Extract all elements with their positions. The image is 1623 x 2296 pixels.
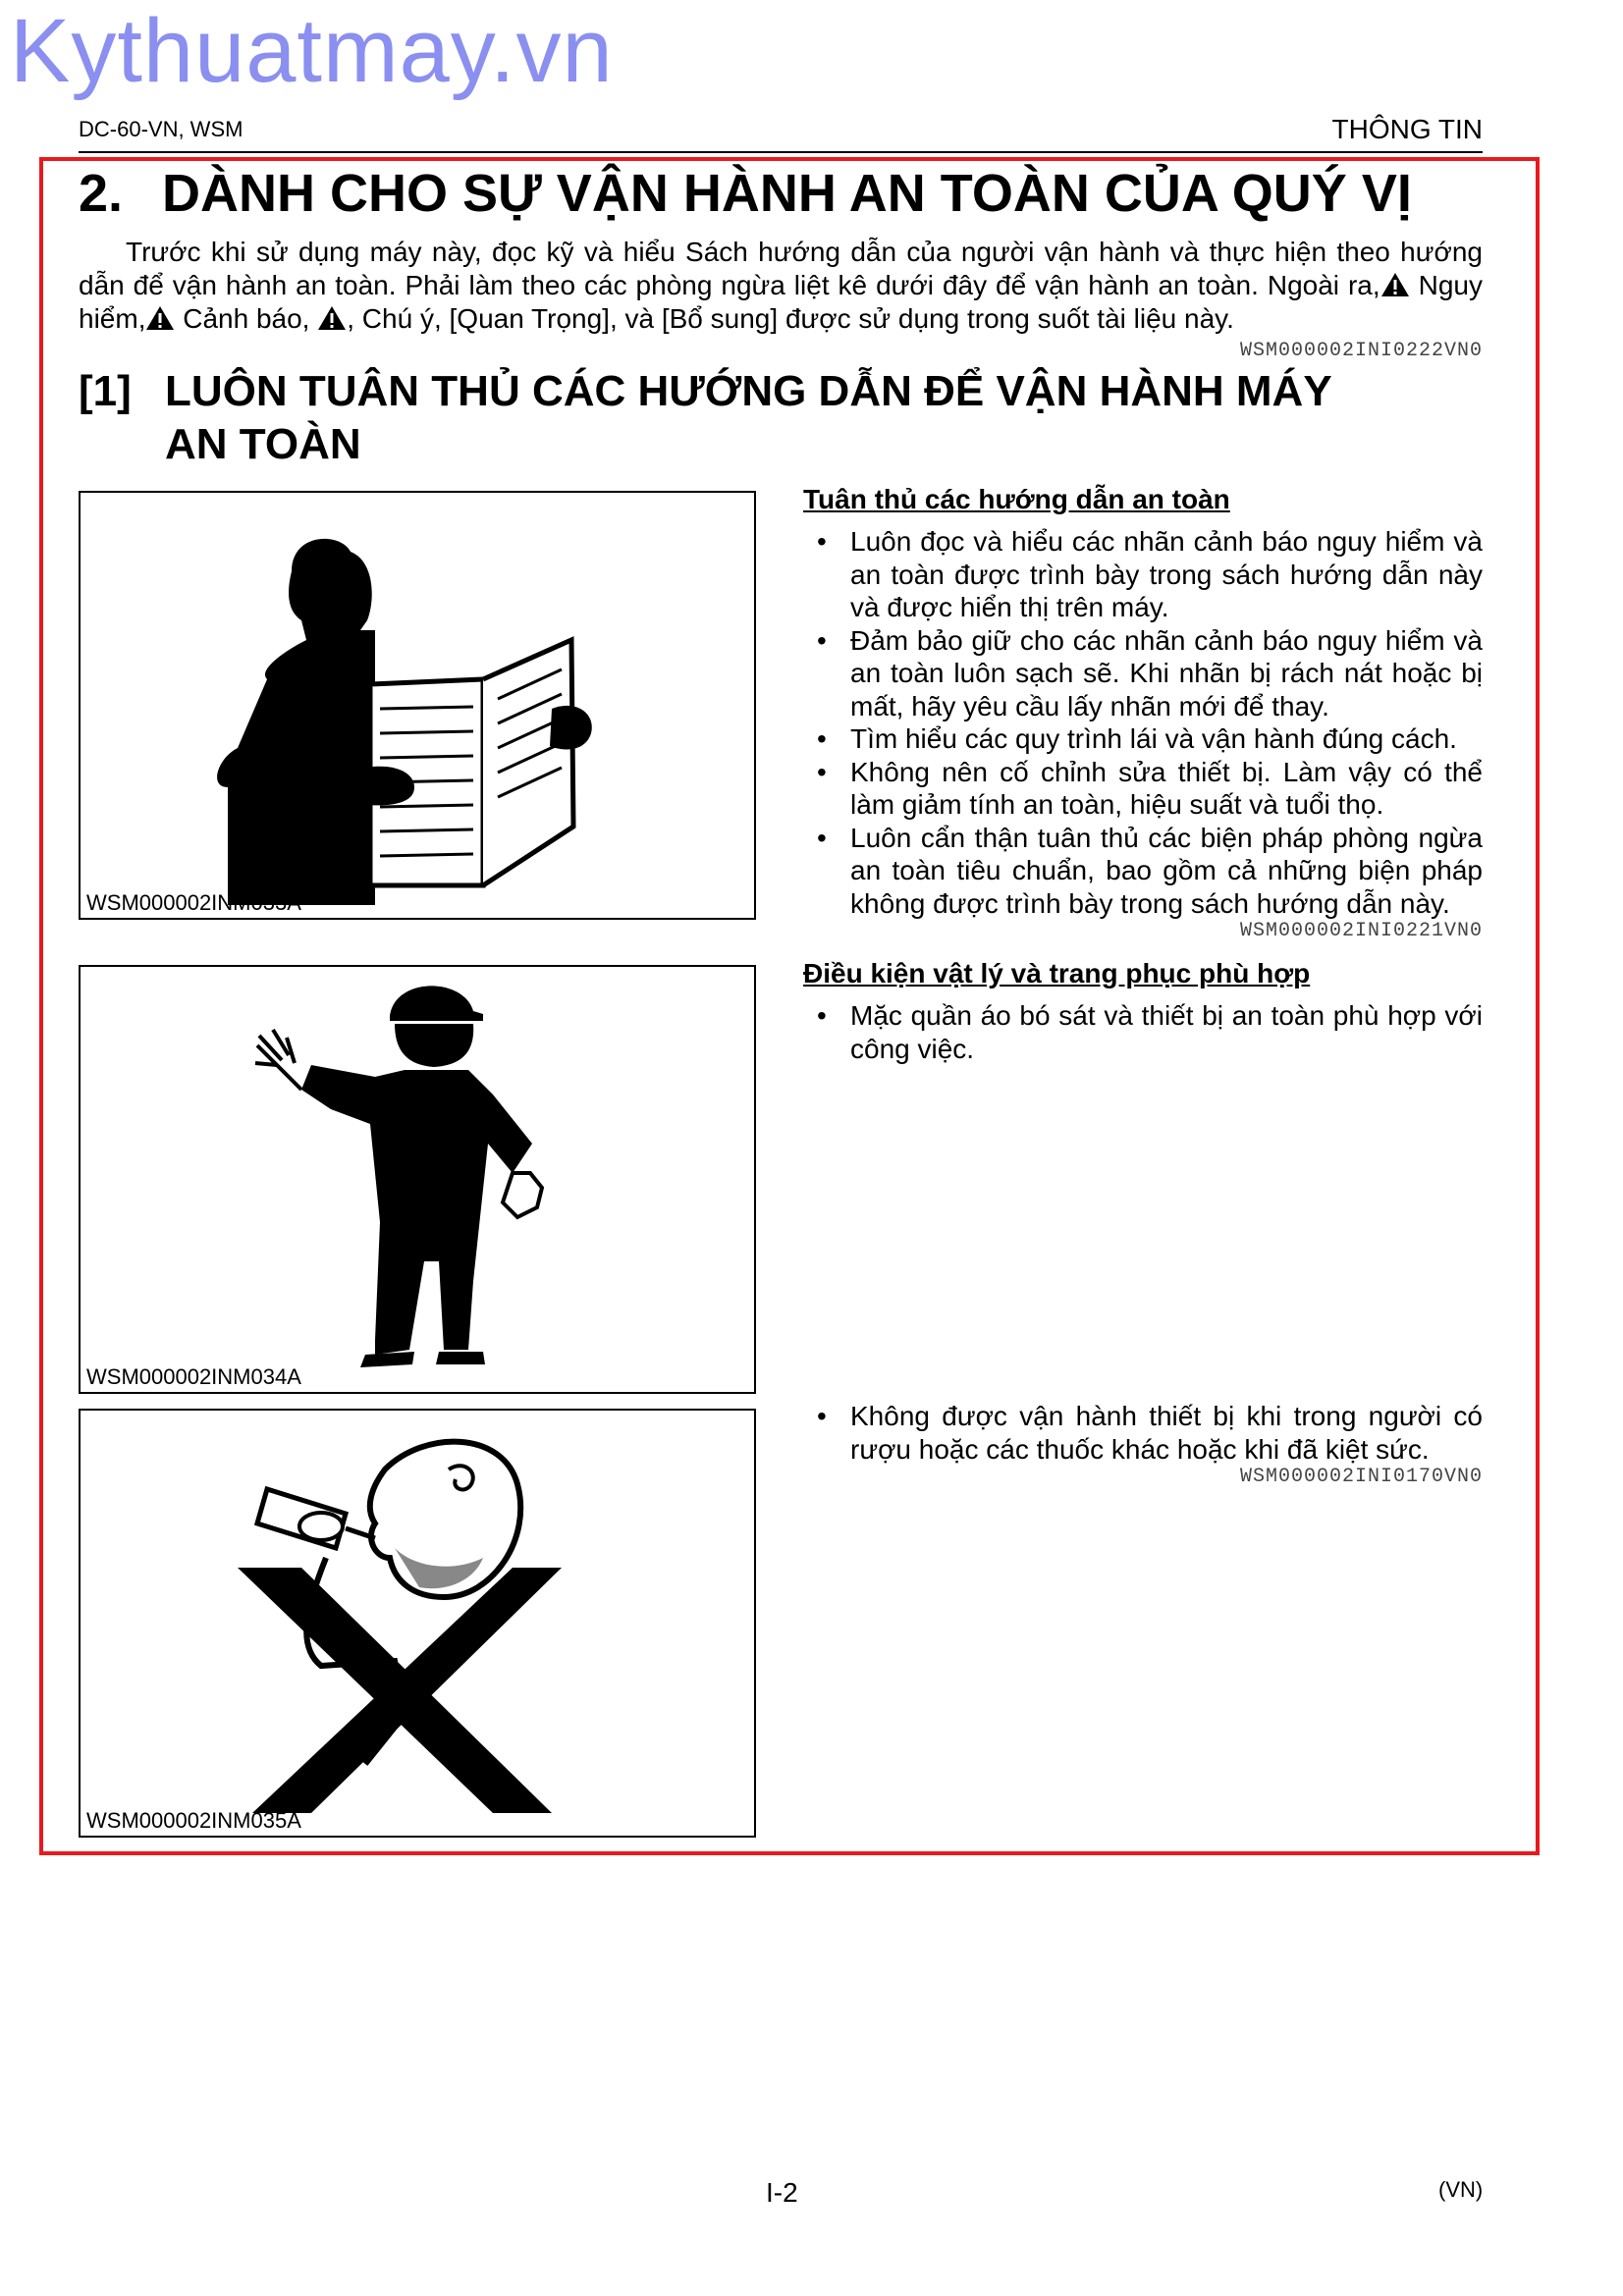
safety-instructions-block bbox=[803, 484, 1483, 942]
section-title bbox=[79, 163, 1412, 224]
page-number: I-2 bbox=[766, 2177, 798, 2208]
intro-text-b: Nguy hiểm, bbox=[79, 270, 1483, 334]
intro-text-a: Trước khi sử dụng máy này, đọc kỹ và hiểu Sách hướng dẫn của người vận hành và thực hiện theo hướng dẫn để vận hành an toàn. Phải làm theo các phòng ngừa liệt kê dưới đây để vận hành an toàn. Ngoài ra, bbox=[79, 237, 1483, 300]
subsection-title bbox=[79, 365, 1392, 471]
figure-no-alcohol bbox=[79, 1409, 756, 1838]
watermark: Kythuatmay.vn bbox=[10, 1, 614, 101]
no-drinking-icon bbox=[81, 1411, 758, 1840]
section-title-text: DÀNH CHO SỰ VẬN HÀNH AN TOÀN CỦA QUÝ VỊ bbox=[162, 164, 1412, 223]
section-number: 2. bbox=[79, 164, 124, 223]
figure-safety-clothing bbox=[79, 965, 756, 1394]
figure-label: WSM000002INM033A bbox=[86, 890, 301, 915]
danger-warning-icon bbox=[1380, 272, 1410, 297]
figure-read-manual bbox=[79, 491, 756, 920]
alcohol-list bbox=[803, 1400, 1483, 1466]
subsection-title-text: LUÔN TUÂN THỦ CÁC HƯỚNG DẪN ĐỂ VẬN HÀNH MÁY AN TOÀN bbox=[165, 367, 1331, 468]
clothing-block bbox=[803, 958, 1483, 1065]
list-item: • Không được vận hành thiết bị khi trong người có rượu hoặc các thuốc khác hoặc khi đã kiệt sức. bbox=[803, 1400, 1483, 1466]
intro-ref-code: WSM000002INI0222VN0 bbox=[1239, 340, 1483, 362]
list-item: • Luôn đọc và hiểu các nhãn cảnh báo nguy hiểm và an toàn được trình bày trong sách hướng dẫn này và được hiển thị trên máy. bbox=[803, 525, 1483, 624]
block-ref-code: WSM000002INI0170VN0 bbox=[1239, 1466, 1483, 1488]
language-code: (VN) bbox=[1438, 2177, 1484, 2202]
intro-text-d: , Chú ý, [Quan Trọng], và [Bổ sung] được sử dụng trong suốt tài liệu này. bbox=[347, 303, 1234, 334]
intro-text-c: Cảnh báo, bbox=[175, 303, 318, 334]
block-heading: Điều kiện vật lý và trang phục phù hợp bbox=[803, 958, 1311, 988]
doc-code-header: DC-60-VN, WSM bbox=[79, 117, 243, 141]
alcohol-block bbox=[803, 1400, 1483, 1488]
chapter-header: THÔNG TIN bbox=[1331, 114, 1483, 144]
block-ref-code: WSM000002INI0221VN0 bbox=[1239, 920, 1483, 942]
safety-instructions-list bbox=[803, 525, 1483, 920]
person-reading-manual-icon bbox=[81, 493, 758, 922]
list-item: • Luôn cẩn thận tuân thủ các biện pháp phòng ngừa an toàn tiêu chuẩn, bao gồm cả những biện pháp không được trình bày trong sách hướng dẫn này. bbox=[803, 822, 1483, 921]
figure-label: WSM000002INM035A bbox=[86, 1808, 301, 1833]
intro-paragraph bbox=[79, 236, 1483, 336]
list-item: • Tìm hiểu các quy trình lái và vận hành đúng cách. bbox=[803, 722, 1483, 756]
caution-icon bbox=[317, 305, 347, 331]
header-rule bbox=[79, 151, 1483, 153]
worker-with-helmet-icon bbox=[81, 967, 758, 1396]
list-item: • Đảm bảo giữ cho các nhãn cảnh báo nguy hiểm và an toàn luôn sạch sẽ. Khi nhãn bị rách nát hoặc bị mất, hãy yêu cầu lấy nhãn mới để thay. bbox=[803, 624, 1483, 723]
subsection-number: [1] bbox=[79, 367, 132, 415]
warning-icon bbox=[145, 305, 175, 331]
block-heading: Tuân thủ các hướng dẫn an toàn bbox=[803, 484, 1230, 514]
clothing-list bbox=[803, 999, 1483, 1065]
list-item: • Không nên cố chỉnh sửa thiết bị. Làm vậy có thể làm giảm tính an toàn, hiệu suất và tuổi thọ. bbox=[803, 756, 1483, 822]
list-item: • Mặc quần áo bó sát và thiết bị an toàn phù hợp với công việc. bbox=[803, 999, 1483, 1065]
figure-label: WSM000002INM034A bbox=[86, 1364, 301, 1389]
